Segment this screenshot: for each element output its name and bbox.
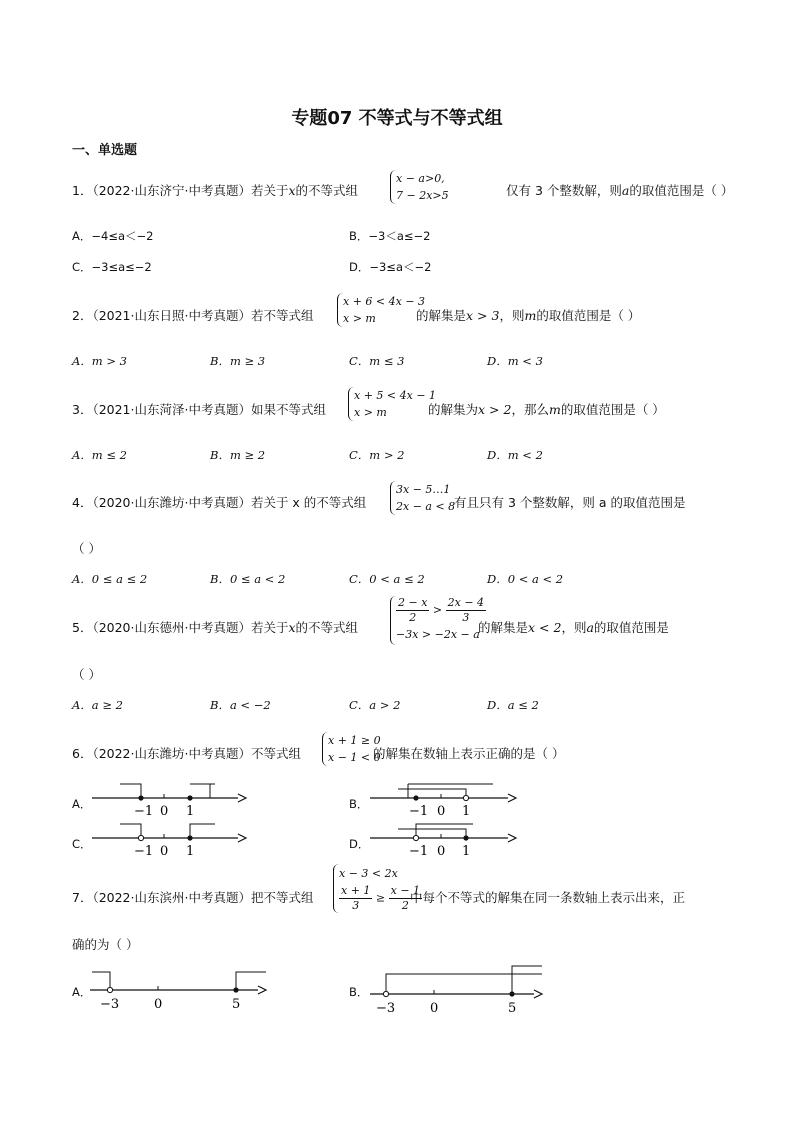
variable-m: m (524, 308, 537, 323)
number-line-7b[interactable] (368, 960, 548, 1014)
inequality-system-4 (390, 481, 455, 515)
system-line-2: x > m (354, 406, 387, 419)
question-5-source: 5．（2020·山东德州·中考真题）若关于 (72, 620, 289, 635)
inequality-system-7 (333, 864, 422, 913)
page-title: 专题07 不等式与不等式组 (291, 108, 503, 129)
q2-option-d[interactable]: D．m < 3 (487, 354, 543, 368)
system-line-2: −3x > −2x − a (396, 628, 480, 641)
q7-option-b[interactable]: B． (349, 985, 369, 999)
question-1 (72, 181, 358, 199)
system-line-2: x − 1 < 0 (328, 751, 381, 764)
tick-label-0: 0 (160, 804, 169, 816)
inequality-system-6 (322, 732, 381, 766)
question-6: 6．（2022·山东潍坊·中考真题）不等式组 (72, 746, 301, 761)
tick-label-5: 5 (508, 1001, 517, 1014)
variable-a: a (586, 620, 594, 635)
q7-option-a[interactable]: A． (72, 985, 92, 999)
variable-x: x (288, 183, 296, 198)
operator: > (432, 603, 443, 617)
tick-label-1: 1 (462, 844, 471, 856)
question-4: 4．（2020·山东潍坊·中考真题）若关于 x 的不等式组 (72, 495, 367, 510)
q1-option-b[interactable]: B．−3＜a≤−2 (349, 229, 431, 243)
question-1-text: 的不等式组 (295, 183, 359, 198)
q3-option-a[interactable]: A．m ≤ 2 (72, 448, 127, 462)
question-3-text-3: 的取值范围是（ ） (560, 402, 665, 417)
tick-label-1: 1 (186, 844, 195, 856)
q6-option-a[interactable]: A． (72, 797, 92, 811)
question-2-text: 的解集是 (416, 308, 467, 323)
condition: x > 2 (478, 402, 512, 417)
system-line-2: x > m (343, 312, 376, 325)
q3-option-b[interactable]: B．m ≥ 2 (210, 448, 266, 462)
tick-label-neg3: −3 (100, 997, 120, 1010)
denominator: 2 (409, 611, 417, 624)
answer-paren: （ ） (72, 667, 101, 682)
number-line-c[interactable] (90, 816, 250, 856)
question-3-text: 的解集为 (428, 402, 479, 417)
tick-label-1: 1 (462, 804, 471, 816)
question-2-text-2: ，则 (499, 308, 525, 323)
inequality-system-5 (390, 596, 486, 645)
denominator: 3 (462, 611, 470, 624)
inequality-system-1 (390, 170, 449, 204)
inequality-system-2 (337, 293, 425, 327)
variable-m: m (548, 402, 561, 417)
tick-label-0: 0 (437, 844, 446, 856)
q2-option-b[interactable]: B．m ≥ 3 (210, 354, 266, 368)
q3-option-c[interactable]: C．m > 2 (349, 448, 405, 462)
system-line-1: x + 6 < 4x − 3 (343, 295, 426, 308)
q2-option-c[interactable]: C．m ≤ 3 (349, 354, 405, 368)
q4-option-d[interactable]: D．0 < a < 2 (487, 572, 564, 586)
system-line-1: x − a>0, (396, 172, 445, 185)
tick-label-0: 0 (154, 997, 163, 1010)
question-5-text-2: 的解集是 (478, 620, 529, 635)
tick-label-0: 0 (160, 844, 169, 856)
question-5-text: 的不等式组 (295, 620, 359, 635)
condition: x > 3 (466, 308, 500, 323)
system-line-2: 7 − 2x>5 (396, 189, 449, 202)
operator: ≥ (375, 891, 386, 905)
question-1-text-2: 仅有 3 个整数解，则 (506, 183, 622, 198)
question-4-tail: 有且只有 3 个整数解，则 a 的取值范围是 (454, 495, 686, 510)
numerator: x + 1 (341, 884, 371, 897)
q1-option-c[interactable]: C．−3≤a≤−2 (72, 260, 152, 274)
question-3-tail (428, 400, 665, 418)
variable-a: a (621, 183, 630, 198)
q5-option-c[interactable]: C．a > 2 (349, 698, 401, 712)
section-heading: 一、单选题 (72, 143, 138, 158)
question-7-tail: 中每个不等式的解集在同一条数轴上表示出来，正 (410, 890, 686, 905)
system-line-1: x + 1 ≥ 0 (328, 734, 381, 747)
tick-label-neg3: −3 (376, 1001, 396, 1014)
q1-option-d[interactable]: D．−3≤a＜−2 (349, 260, 432, 274)
question-1-text-3: 的取值范围是（ ） (629, 183, 734, 198)
number-line-7a[interactable] (88, 964, 278, 1010)
question-3-text-2: ，那么 (511, 402, 549, 417)
tick-label-1: 1 (186, 804, 195, 816)
numerator: 2x − 4 (447, 596, 485, 609)
system-line-1: 3x − 5…1 (396, 483, 451, 496)
number-line-d[interactable] (368, 816, 528, 856)
question-2: 2．（2021·山东日照·中考真题）若不等式组 (72, 308, 314, 323)
tick-label-neg1: −1 (134, 844, 154, 856)
condition: x < 2 (528, 620, 562, 635)
q6-option-c[interactable]: C． (72, 837, 92, 851)
q6-option-b[interactable]: B． (349, 797, 369, 811)
numerator: 2 − x (398, 596, 428, 609)
tick-label-neg1: −1 (409, 804, 429, 816)
q5-option-a[interactable]: A．a ≥ 2 (72, 698, 123, 712)
answer-paren: （ ） (72, 541, 101, 556)
variable-x: x (288, 620, 296, 635)
question-3: 3．（2021·山东菏泽·中考真题）如果不等式组 (72, 402, 326, 417)
number-line-a[interactable] (90, 776, 250, 816)
tick-label-5: 5 (232, 997, 241, 1010)
question-7: 7．（2022·山东滨州·中考真题）把不等式组 (72, 890, 314, 905)
denominator: 2 (401, 899, 409, 912)
system-line-1 (396, 596, 486, 625)
fraction (396, 596, 429, 625)
question-2-text-3: 的取值范围是（ ） (536, 308, 641, 323)
question-1-tail (506, 181, 733, 199)
question-7-line-2: 确的为（ ） (72, 937, 139, 952)
q1-option-a[interactable]: A．−4≤a＜−2 (72, 229, 154, 243)
q4-option-a[interactable]: A．0 ≤ a ≤ 2 (72, 572, 148, 586)
question-5 (72, 618, 358, 636)
system-line-1: x − 3 < 2x (339, 867, 398, 880)
denominator: 3 (352, 899, 360, 912)
question-6-tail: 的解集在数轴上表示正确的是（ ） (373, 746, 565, 761)
q5-option-b[interactable]: B．a < −2 (210, 698, 271, 712)
question-5-text-3: ，则 (561, 620, 587, 635)
fraction (339, 884, 372, 913)
tick-label-neg1: −1 (409, 844, 429, 856)
q4-option-c[interactable]: C．0 < a ≤ 2 (349, 572, 425, 586)
tick-label-0: 0 (437, 804, 446, 816)
question-5-tail (478, 618, 669, 636)
tick-label-neg1: −1 (134, 804, 154, 816)
question-5-text-4: 的取值范围是 (593, 620, 669, 635)
system-line-1: x + 5 < 4x − 1 (354, 389, 437, 402)
number-line-b[interactable] (368, 776, 528, 816)
question-1-source: 1．（2022·山东济宁·中考真题）若关于 (72, 183, 289, 198)
tick-label-0: 0 (430, 1001, 439, 1014)
q6-option-d[interactable]: D． (349, 837, 370, 851)
q4-option-b[interactable]: B．0 ≤ a < 2 (210, 572, 286, 586)
inequality-system-3 (348, 387, 436, 421)
q2-option-a[interactable]: A．m > 3 (72, 354, 127, 368)
q5-option-d[interactable]: D．a ≤ 2 (487, 698, 539, 712)
system-line-2: 2x − a < 8 (396, 500, 456, 513)
numerator: x − 1 (390, 884, 421, 897)
q3-option-d[interactable]: D．m < 2 (487, 448, 543, 462)
question-2-tail (416, 306, 640, 324)
